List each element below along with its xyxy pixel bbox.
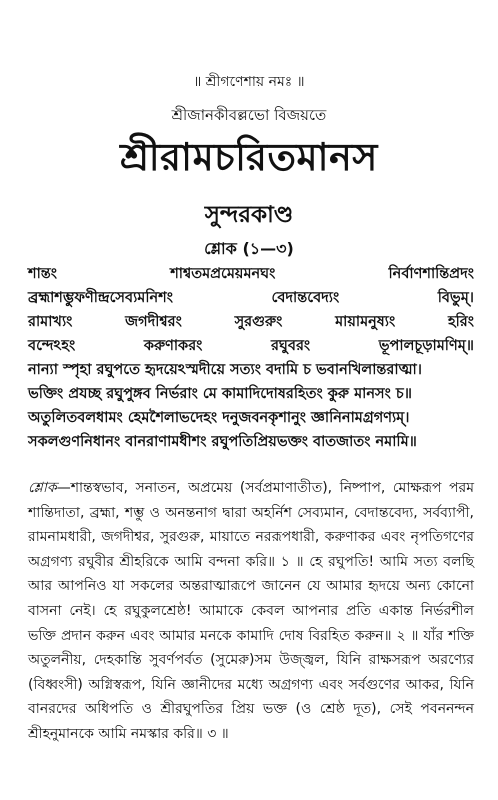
shloka-label: শ্লোক (১—৩): [204, 239, 294, 258]
verse-word: বিভুম্।: [437, 290, 474, 306]
verse-word: নির্বাণশান্তিপ্রদং: [388, 266, 474, 282]
verse-line: অতুলিতবলধামং হেমশৈলাভদেহং দনুজবনকৃশানুং জ্ঞানিনামগ্রগণ্যম্।: [28, 410, 410, 426]
verse-word: ব্রহ্মাশম্ভুফণীন্দ্রসেব্যমনিশং: [28, 290, 173, 306]
invocation-line: ॥ শ্রীগণেশায় নমঃ ॥: [193, 74, 305, 90]
verse-word: সুরগুরুং: [234, 314, 283, 330]
kanda-title: সুন্দরকাণ্ড: [204, 202, 294, 228]
verse-line: নান্যা স্পৃহা রঘুপতে হৃদয়েঽস্মদীয়ে সত্যং বদামি চ ভবানখিলান্তরাত্মা।: [28, 362, 422, 378]
verse-line: [28, 262, 474, 286]
verse-word: হরিং: [447, 314, 474, 330]
verse-line: [28, 286, 474, 310]
verse-word: বন্দেঽহং: [28, 338, 76, 354]
verse-line: সকলগুণনিধানং বানরাণামধীশং রঘুপতিপ্রিয়ভক্তং বাতজাতং নমামি॥: [28, 434, 417, 450]
verse-line: ভক্তিং প্রযচ্ছ রঘুপুঙ্গব নির্ভরাং মে কামাদিদোষরহিতং কুরু মানসং চ॥: [28, 386, 412, 402]
bengali-commentary: [28, 476, 474, 747]
glory-line: শ্রীজানকীবল্লভো বিজয়তে: [171, 106, 327, 124]
verse-line: [28, 334, 474, 358]
page-title: শ্রীরামচরিতমানস: [120, 135, 378, 179]
commentary-label: শ্লোক: [28, 480, 57, 496]
verse-line: [28, 310, 474, 334]
verse-word: রঘুবরং: [270, 338, 311, 354]
verse-word: বেদান্তবেদ্যং: [271, 290, 340, 306]
verse-word: ভূপালচূড়ামণিম্॥: [378, 338, 474, 354]
verse-word: জগদীশ্বরং: [125, 314, 182, 330]
verse-word: করুণাকরং: [143, 338, 203, 354]
verse-word: মায়ামনুষ্যং: [335, 314, 396, 330]
verse-word: শান্তং: [28, 266, 58, 282]
verse-word: শাশ্বতমপ্রমেয়মনঘং: [170, 266, 276, 282]
verse-word: রামাখ্যং: [28, 314, 73, 330]
sanskrit-verses: [28, 262, 474, 454]
commentary-text: —শান্তস্বভাব, সনাতন, অপ্রমেয় (সর্বপ্রমাণাতীত), নিষ্পাপ, মোক্ষরূপ পরম শান্তিদাতা, ব্রহ্মা, শম্ভু ও অনন্তনাগ দ্বারা অহর্নিশ সেব্যমান, বেদান্তবেদ্য, সর্বব্যাপী, রামনামধারী, জগদীশ্বর, সুরগুরু, মায়াতে নররূপধারী, করুণাকর এবং নৃপতিগণের অগ্রগণ্য রঘুবীর শ্রীহরিকে আমি বন্দনা করি॥ ১ ॥ হে রঘুপতি! আমি সত্য বলছি আর আপনিও যা সকলের অন্তরাত্মারূপে জানেন যে আমার হৃদয়ে অন্য কোনো বাসনা নেই। হে রঘুকুলশ্রেষ্ঠ! আমাকে কেবল আপনার প্রতি একান্ত নির্ভরশীল ভক্তি প্রদান করুন এবং আমার মনকে কামাদি দোষ বিরহিত করুন॥ ২ ॥ যাঁর শক্তি অতুলনীয়, দেহকান্তি সুবর্ণপর্বত (সুমেরু)সম উজ্জ্বল, যিনি রাক্ষসরূপ অরণ্যের (বিধ্বংসী) অগ্নিস্বরূপ, যিনি জ্ঞানীদের মধ্যে অগ্রগণ্য এবং সর্বগুণের আকর, যিনি বানরদের অধিপতি ও শ্রীরঘুপতির প্রিয় ভক্ত (ও শ্রেষ্ঠ দূত), সেই পবননন্দন শ্রীহনুমানকে আমি নমস্কার করি॥ ৩ ॥: [28, 480, 474, 742]
